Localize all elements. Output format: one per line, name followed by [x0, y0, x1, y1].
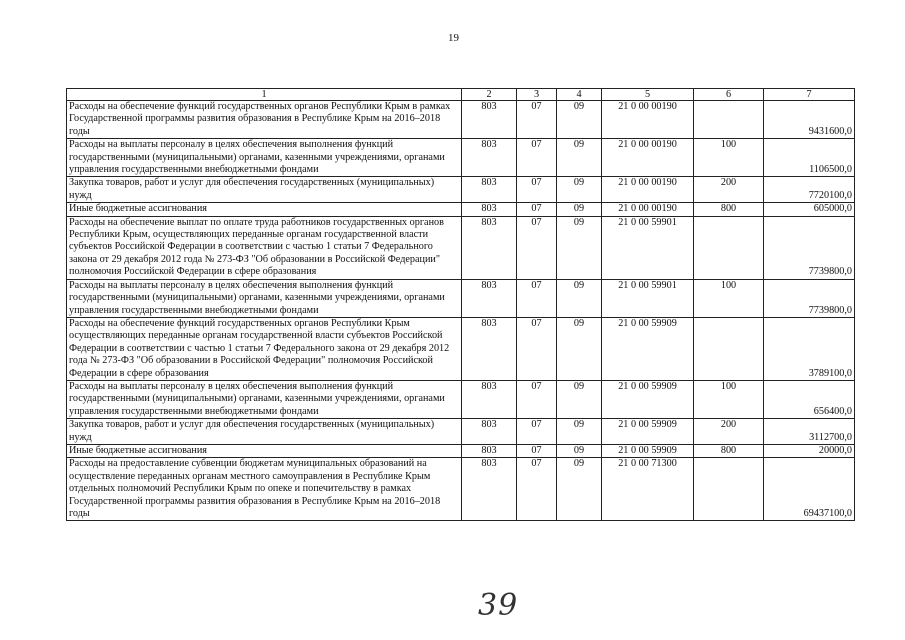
amount-cell: 1106500,0	[764, 139, 855, 177]
amount-cell: 3112700,0	[764, 419, 855, 445]
table-row	[67, 317, 855, 380]
subsection-code-cell: 09	[557, 177, 602, 203]
section-code-cell: 07	[517, 203, 557, 216]
subsection-code-cell: 09	[557, 279, 602, 317]
table-row	[67, 177, 855, 203]
table-row	[67, 444, 855, 457]
amount-cell: 20000,0	[764, 444, 855, 457]
section-code-cell: 07	[517, 279, 557, 317]
ministry-code-cell: 803	[462, 279, 517, 317]
amount-cell: 656400,0	[764, 380, 855, 418]
expense-type-cell: 100	[694, 380, 764, 418]
table-header-row	[67, 89, 855, 101]
amount-cell: 3789100,0	[764, 317, 855, 380]
table-row	[67, 139, 855, 177]
section-code-cell: 07	[517, 444, 557, 457]
section-code-cell: 07	[517, 216, 557, 279]
expense-type-cell: 100	[694, 279, 764, 317]
section-code-cell: 07	[517, 380, 557, 418]
table-row	[67, 458, 855, 521]
ministry-code-cell: 803	[462, 203, 517, 216]
amount-cell: 7739800,0	[764, 216, 855, 279]
subsection-code-cell: 09	[557, 101, 602, 139]
handwritten-page-number: 39	[478, 588, 519, 623]
subsection-code-cell: 09	[557, 380, 602, 418]
column-header: 1	[67, 89, 462, 101]
ministry-code-cell: 803	[462, 139, 517, 177]
table-row	[67, 380, 855, 418]
table-row	[67, 419, 855, 445]
expense-type-cell	[694, 458, 764, 521]
amount-cell: 69437100,0	[764, 458, 855, 521]
target-item-cell: 21 0 00 59909	[602, 444, 694, 457]
table-row	[67, 101, 855, 139]
expense-type-cell: 200	[694, 419, 764, 445]
target-item-cell: 21 0 00 00190	[602, 101, 694, 139]
ministry-code-cell: 803	[462, 177, 517, 203]
column-header: 2	[462, 89, 517, 101]
target-item-cell: 21 0 00 71300	[602, 458, 694, 521]
expense-type-cell: 800	[694, 203, 764, 216]
subsection-code-cell: 09	[557, 317, 602, 380]
expense-name-cell: Расходы на выплаты персоналу в целях обеспечения выполнения функций государственными (муниципальными) органами, казенными учреждениями, органами управления государственными внебюджетными фондами	[67, 279, 462, 317]
target-item-cell: 21 0 00 59909	[602, 317, 694, 380]
subsection-code-cell: 09	[557, 419, 602, 445]
section-code-cell: 07	[517, 139, 557, 177]
ministry-code-cell: 803	[462, 458, 517, 521]
target-item-cell: 21 0 00 00190	[602, 203, 694, 216]
target-item-cell: 21 0 00 59909	[602, 419, 694, 445]
target-item-cell: 21 0 00 59901	[602, 216, 694, 279]
target-item-cell: 21 0 00 59909	[602, 380, 694, 418]
expense-type-cell: 200	[694, 177, 764, 203]
table-row	[67, 216, 855, 279]
ministry-code-cell: 803	[462, 317, 517, 380]
target-item-cell: 21 0 00 00190	[602, 177, 694, 203]
table-row	[67, 279, 855, 317]
expense-name-cell: Иные бюджетные ассигнования	[67, 203, 462, 216]
column-header: 6	[694, 89, 764, 101]
subsection-code-cell: 09	[557, 139, 602, 177]
section-code-cell: 07	[517, 317, 557, 380]
section-code-cell: 07	[517, 101, 557, 139]
expense-type-cell: 800	[694, 444, 764, 457]
expense-type-cell	[694, 216, 764, 279]
section-code-cell: 07	[517, 177, 557, 203]
expense-type-cell	[694, 101, 764, 139]
expense-name-cell: Расходы на предоставление субвенции бюджетам муниципальных образований на осуществление переданных органам местного самоуправления в Республике Крым отдельных полномочий Республики Крым по опеке и попечительству в рамках Государственной программы развития образования в Республике Крым на 2016–2018 годы	[67, 458, 462, 521]
subsection-code-cell: 09	[557, 444, 602, 457]
page-number: 19	[448, 32, 459, 44]
ministry-code-cell: 803	[462, 380, 517, 418]
amount-cell: 7739800,0	[764, 279, 855, 317]
amount-cell: 9431600,0	[764, 101, 855, 139]
expense-type-cell	[694, 317, 764, 380]
expense-name-cell: Закупка товаров, работ и услуг для обеспечения государственных (муниципальных) нужд	[67, 419, 462, 445]
ministry-code-cell: 803	[462, 101, 517, 139]
subsection-code-cell: 09	[557, 216, 602, 279]
expense-name-cell: Иные бюджетные ассигнования	[67, 444, 462, 457]
subsection-code-cell: 09	[557, 458, 602, 521]
column-header: 3	[517, 89, 557, 101]
ministry-code-cell: 803	[462, 419, 517, 445]
expense-type-cell: 100	[694, 139, 764, 177]
table-row	[67, 203, 855, 216]
section-code-cell: 07	[517, 419, 557, 445]
ministry-code-cell: 803	[462, 216, 517, 279]
expense-name-cell: Расходы на обеспечение функций государственных органов Республики Крым в рамках Государственной программы развития образования в Республике Крым на 2016–2018 годы	[67, 101, 462, 139]
target-item-cell: 21 0 00 00190	[602, 139, 694, 177]
ministry-code-cell: 803	[462, 444, 517, 457]
column-header: 7	[764, 89, 855, 101]
expense-name-cell: Расходы на выплаты персоналу в целях обеспечения выполнения функций государственными (муниципальными) органами, казенными учреждениями, органами управления государственными внебюджетными фондами	[67, 139, 462, 177]
subsection-code-cell: 09	[557, 203, 602, 216]
amount-cell: 605000,0	[764, 203, 855, 216]
column-header: 5	[602, 89, 694, 101]
expense-name-cell: Расходы на выплаты персоналу в целях обеспечения выполнения функций государственными (муниципальными) органами, казенными учреждениями, органами управления государственными внебюджетными фондами	[67, 380, 462, 418]
budget-table	[66, 88, 855, 521]
expense-name-cell: Расходы на обеспечение выплат по оплате труда работников государственных органов Республики Крым, осуществляющих переданные органам государственной власти субъектов Российской Федерации в соответствии с частью 1 статьи 7 Федерального закона от 29 декабря 2012 года № 273-ФЗ "Об образовании в Российской Федерации" полномочия Российской Федерации в сфере образования	[67, 216, 462, 279]
section-code-cell: 07	[517, 458, 557, 521]
expense-name-cell: Расходы на обеспечение функций государственных органов Республики Крым осуществляющих переданные органам государственной власти субъектов Российской Федерации в соответствии с частью 1 статьи 7 Федерального закона от 29 декабря 2012 года № 273-ФЗ "Об образовании в Российской Федерации" полномочия Российской Федерации в сфере образования	[67, 317, 462, 380]
column-header: 4	[557, 89, 602, 101]
amount-cell: 7720100,0	[764, 177, 855, 203]
target-item-cell: 21 0 00 59901	[602, 279, 694, 317]
expense-name-cell: Закупка товаров, работ и услуг для обеспечения государственных (муниципальных) нужд	[67, 177, 462, 203]
